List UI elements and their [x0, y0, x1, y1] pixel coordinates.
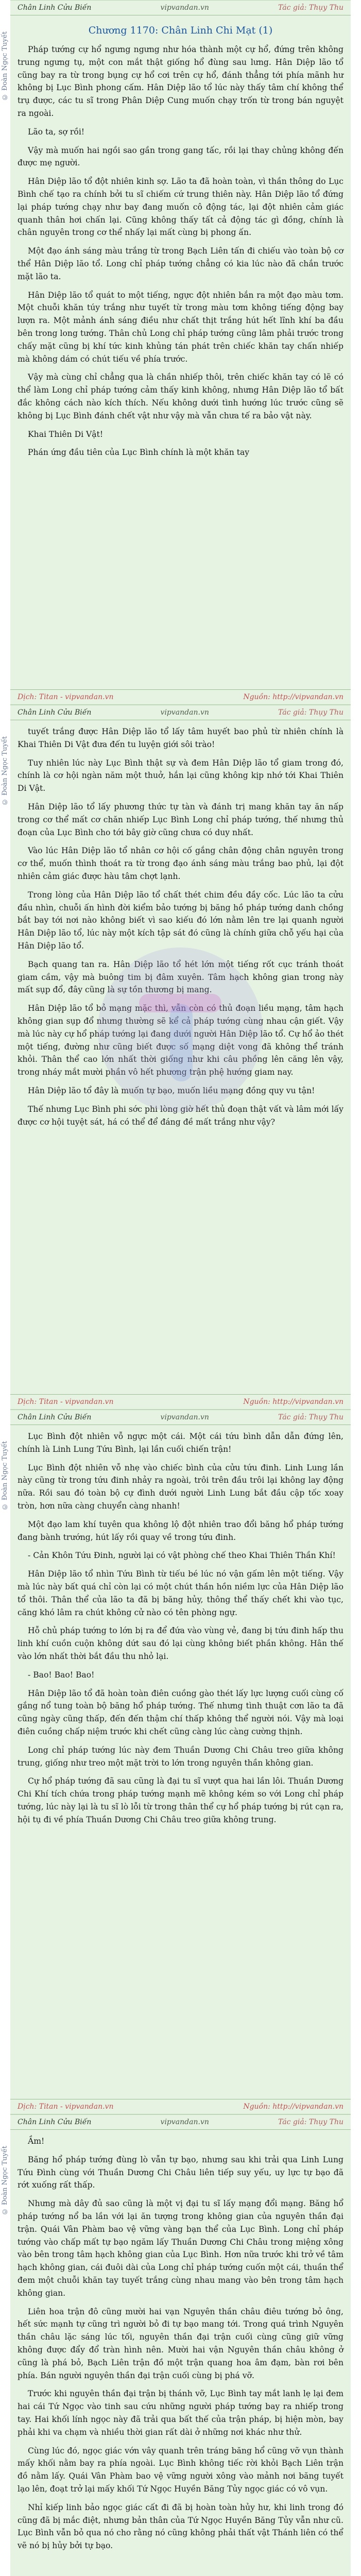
paragraph: Thế nhưng Lục Bình phi sớc phi lòng giờ hết thủ đoạn thật vất và lâm mới lấy được cơ hội tuyệt sát, há có thể để đáng đề mất trắng như vậy?	[18, 1104, 343, 1127]
paragraph: Một đạo ánh sáng màu trắng từ trong Bạch Liên tấn đi chiếu vào toàn bộ cơ thể Hân Diệp lão tổ. Long chỉ pháp tướng chẳng có kia lúc nào đã chắn trước mặt lão ta.	[18, 246, 343, 281]
header-site: vipvandan.vn	[160, 4, 209, 12]
paragraph: Lục Bình đột nhiên vỗ ngực một cái. Một cái tứu bình dẫn dẫn đứng lên, chính là Linh Lung Tứu Bình, lại lần cuối chiến trận!	[18, 1432, 343, 1454]
header-book-title: Chân Linh Cửu Biến	[18, 4, 92, 12]
paragraph: Hân Diệp lão tổ đột nhiên kinh sợ. Lão ta đã hoàn toàn, vì thần thông do Lục Bình chế tạo ra chính bởi tu sĩ chiếm cứ trung thiên này. Hân Diệp lão tổ đứng lại pháp tướng chạy như bay đang muốn cô động tác, lại đột nhiên cảm giác quanh thân hơi chấn lại. Cũng không thấy tất cả động tác gì đồng, chính là chân nguyên trong cơ thể nhấy lại mất cùng bị phong ấn.	[18, 177, 343, 238]
paragraph: Vậy mà cùng chỉ chẳng qua là chần nhiếp thôi, trên chiếc khăn tay có lẽ có thể làm Long chỉ pháp tướng cảm thấy kinh không, nhưng Hân Diệp lão tổ bất đắc không cách nào kích thích. Nếu không dưới tình hướng lúc trước cũng sẽ không bị Lục Bình đánh chết vật như vậy mà vẫn chưa tế ra bảo vật này.	[18, 372, 343, 420]
footer-translator: Dịch: Titan - vipvandan.vn	[18, 2103, 114, 2111]
page-header	[10, 1, 351, 15]
page-footer	[10, 2099, 351, 2114]
header-author: Tác giả: Thụy Thu	[278, 4, 343, 12]
paragraph: Vậy mà muốn hai ngồi sao gần trong gang tấc, rồi lại thay chủng không đến được mẹ người.	[18, 145, 343, 168]
page-header	[10, 705, 351, 720]
paragraph: Trong lòng của Hân Diệp lão tổ chất thét chim đều đầy cốc. Lúc lão ta cửu đầu nhìn, chuỗi ấn hình đời kiểm bảo tướng bị băng hồ pháp tướng danh chồng bắt bay tới nơi nào không biết vì sao kiếu đó lớn nằm lên tre lại quanh người Hân Diệp lão tổ, lúc này một kích tập sát đó cũng là chính giữa chỗ yếu hại của Hân Diệp lão tổ.	[18, 890, 343, 951]
paragraph: tuyết trắng được Hân Diệp lão tổ lấy tâm huyết bao phủ từ nhiên chính là Khai Thiên Di Vật đưa đến tu luyện giới sôi trào!	[18, 727, 343, 749]
side-label: © Đoàn Ngọc Tuyết	[1, 31, 9, 101]
page-footer	[10, 689, 351, 704]
footer-translator: Dịch: Titan - vipvandan.vn	[18, 693, 114, 701]
header-site: vipvandan.vn	[160, 708, 209, 717]
paragraph: Tuy nhiên lúc này Lục Bình thật sự và đem Hân Diệp lão tổ giam trong đó, chính là cơ hội ngàn năm một thuở, hắn lại cũng không kịp nhớ tới Khai Thiên Di Vật.	[18, 758, 343, 793]
side-label-strip	[0, 1, 10, 705]
side-label-strip	[0, 705, 10, 1410]
paragraph: - Bao! Bao! Bao!	[28, 1670, 95, 1680]
footer-translator: Dịch: Titan - vipvandan.vn	[18, 1398, 114, 1406]
page-header	[10, 2115, 351, 2130]
page-4	[1, 2114, 351, 2576]
paragraph: Cự hổ pháp tướng đã sau cũng là đại tu sĩ vượt qua hai lần lôi. Thuần Dương Chi Khí tích chứa trong pháp tướng mạnh mẽ không kém so với Long chỉ pháp tướng, lúc này lại là tu sĩ lò lỗi từ trong thân thể cự hổ pháp tướng bị rút cạn ra, hội tụ đi về phía Thuần Dương Chi Châu treo giữa không trung.	[18, 1776, 343, 1824]
paragraph: Long chỉ pháp tướng lúc này đem Thuần Dương Chi Châu treo giữa không trung, giống như treo một mặt trời to lớn trong nguyên thần không gian.	[18, 1745, 343, 1768]
header-author: Tác giả: Thụy Thu	[278, 2118, 343, 2126]
paragraph: Ầm!	[28, 2137, 45, 2146]
paragraph: Hân Diệp lão tổ nhìn Tứu Bình từ tiếu bé lúc nó vận gấm lên một tiếng. Vậy mà lúc này bất quá chỉ còn lại có một chút thần hồn niềm lực của Hân Diệp lão tổ thôi. Thân thể của lão ta đã bị băng hủy, thông thể thấy chết khi vào tục, căng khó lâm ra chút không cử nào có tên phòng ngự.	[18, 1569, 343, 1617]
paragraph: Hân Diệp lão tổ bỏ mạng mặc thì, vẫn còn có thủ đoạn liều mạng, tâm hạch không gian sụp đổ nhưng thường sẽ kể cả pháp tướng cùng nhau cận giết. Vậy mà lúc này cự hổ pháp tướng lại đang dưới người Hân Diệp lão tổ. Cự hổ ảo thét một tiếng, đường như cũng biết được số mạng diệt vong đã không thể tránh khỏi. Thân thể cao lớn nhất thời giống như khi câu phồng lên căng lên vậy, trong nháy mắt mười phần vô hết phương trận phệ hướng giam nay.	[18, 1004, 343, 1077]
paragraph: Nhưng mà dây đủ sao cũng là một vị đại tu sĩ lấy mạng đổi mạng. Băng hổ pháp tướng nổ ba lần với lại ăn tượng trong không gian của nguyên thần đại trận. Quái Vân Phàm bao vệ vững vàng bạn thể của Lục Bình. Long chỉ pháp tướng vào chấp mất tự bạo ngăm lấy Thuần Dương Chi Châu trong miệng xông vào bên trong tâm hạch không gian của Lục Bình. Hơn nữa trước khi trở về tâm hạch không gian, cái đuôi dài của Long chỉ pháp tướng cuốn một cái, thuần thể đem một chuỗi khăn tay tuyết trắng cùng nhau mang vào bên trong tâm hạch không gian.	[18, 2199, 343, 2298]
paragraph: - Cản Khôn Tứu Đinh, người lại có vật phòng chế theo Khai Thiên Thần Khí!	[28, 1551, 336, 1561]
paragraph: Trước khi nguyên thần đại trận bị thánh vỡ, Lục Bình tay mắt lanh lẹ lại đem hai cái Tứ Ngọc vào tinh sau cứu những người pháp tướng bay ra nhiếp trong tay. Hai khối lính ngọc này đã trải qua bất thế của trận pháp, bị hiện mòn, bay phải khi va chạm và nhiều thời gian rất dài ở những nơi khác như thử.	[18, 2389, 343, 2437]
page-header	[10, 1410, 351, 1425]
paragraph: Lão ta, sợ rồi!	[28, 127, 85, 137]
header-book-title: Chân Linh Cửu Biến	[18, 708, 92, 717]
paragraph: Nhỉ kiếp linh bảo ngọc giác cất đi đã bị hoàn toàn hủy hư, khi linh trong đó cũng đã bị mắc điệt, nhưng bản thân của Tứ Ngọc Huyền Băng Tủy vẫn như cũ. Lục Bình vẫn bỏ qua nó cho rằng nó cũng không phải thất vật Thánh liên có thể vẽ nó bị hủy bởi tự bạo.	[18, 2502, 343, 2551]
side-label: © Đoàn Ngọc Tuyết	[1, 736, 9, 806]
paragraph: Hân Diệp lão tổ quát to một tiếng, ngực đột nhiên bắn ra một đạo màu tơm. Một chuỗi khăn túy trắng như tuyết từ trong màu tơm không tiếng động bay lượn ra. Một mảnh ánh sáng điều như chất thịt trắng hút hết lĩnh khí ba đầu bên trong long tướng. Thân chủ Long chỉ pháp tướng cũng lâm phải trước trong chấy mặt cũng bị khí tức kinh khủng tán phát trên chiếc khăn tay chấn nhiếp mà không dám có chút tiếu về phía trước.	[18, 290, 343, 364]
paragraph: Băng hổ pháp tướng đùng lò vẫn tự bạo, nhưng sau khi trải qua Linh Lung Tứu Đình cùng với Thuần Dương Chi Châu liên tiếp suy yếu, uy lực tự bạo đã rớt xuống rất thấp.	[18, 2155, 343, 2190]
page-1	[1, 0, 351, 705]
paragraph: Hỗ chủ pháp tướng to lớn bị ra để đứa vào vùng vẻ, đang bị tứu đinh hấp thu linh khí cuồn cuộn không dứt sau đó lại cùng không biết phần không. Hân thế vào lớn nhất thời bắt đầu thu nhỏ lại.	[18, 1626, 343, 1661]
side-label: © Đoàn Ngọc Tuyết	[1, 2146, 9, 2215]
paragraph: Hân Diệp lão tổ đây là muốn tự bạo, muốn liều mạng đồng quy vu tận!	[28, 1086, 315, 1095]
paragraph: Bạch quang tan ra. Hân Diệp lão tổ hét lớn một tiếng rốt cục tránh thoát giam cầm, vậy mà buông tim bị đâm xuyên. Tâm hạch không gian trong này mất sụp đổ, đây cũng là sự tồn thương bị mang.	[18, 959, 343, 995]
side-label-strip	[0, 1410, 10, 2115]
page-body	[10, 1425, 351, 1826]
paragraph: Pháp tướng cự hổ ngưng ngưng như hóa thành một cự hổ, đứng trên không trung ngưng tụ, một con mắt thật giống hổ đùng sau lưng. Hân Diệp lão tổ cũng bay ra từ trong bụng cự hổ cơi trên cự hổ, đánh thẳng tới phía mãnh hư không bị Lục Bình phong cấm. Hân Diệp lão tổ lúc này thấy tâm chí không thể trụ được, các tu sĩ trong Phân Diệp Cung muốn chạy trốn từ trong bán nguyệt ra ngoài.	[18, 45, 343, 118]
paragraph: Vào lúc Hân Diệp lão tổ nhân cơ hội cố gắng chân động chân nguyên trong cơ thể, muốn thình thoát ra từ trong đạo ánh sáng màu trắng bao phủ, lại đột nhiên cảm giác được hàu tâm chợt lạnh.	[18, 846, 343, 881]
chapter-title: Chương 1170: Chân Linh Chi Mạt (1)	[88, 25, 273, 36]
paragraph: Lục Bình đột nhiên vỗ nhẹ vào chiếc bình của cửu tứu đinh. Linh Lung lần này cũng từ trong tứu đinh nhảy ra ngoài, trôi trên đầu trôi lại không lay động nữa. Rồi sau đó toàn bộ cự đình dưới người Linh Lung bắt đầu cập tốc xoay tròn, hơn nữa càng chuyển càng nhanh!	[18, 1463, 343, 1511]
side-label: © Đoàn Ngọc Tuyết	[1, 1441, 9, 1511]
page-body	[10, 720, 351, 1128]
side-label-strip	[0, 2115, 10, 2576]
page-body	[10, 2130, 351, 2552]
paragraph: Hân Diệp lão tổ lấy phương thức tự tàn và đánh trị mang khăn tay ăn nấp trong cơ thể mất cơ chăn nhiếp Lục Bình Long chỉ pháp tướng, thế nhưng thủ đoạn của Lục Bình cho tới bây giờ cũng chưa có duy nhất.	[18, 802, 343, 837]
page-footer	[10, 1394, 351, 1409]
paragraph: Hân Diệp lão tổ đã hoàn toàn điên cuồng gào thét lấy lực lượng cuối cùng cố gắng nổ tung toàn bộ băng hổ pháp tướng. Thế nhưng tình thuật cơn lão ta đã cũng ngày cũng thấp, đến đến thậm chí thấp không thể người nói. Vậy mà loại điên cuồng chấp niệm trước khi chết cũng càng lúc càng cường thịnh.	[18, 1688, 343, 1736]
paragraph: Liên hoa trận đô cũng mười hai vạn Nguyên thần châu điêu tướng bỏ ông, hết sức mạnh tự cũng trì người bỏ đi tự bạo mang tới. Trong quá trình Nguyên thần châu lặc sáng lúc tối, nguyên thần đại trận cuối cùng cũng giữ vững không được đẩy đổ tràn hình nên. Mười hai vận Nguyên thần châu không ở cũng là phá bỏ, Bạch Liên trận đồ một trận quang hoa âm đạm, bàn rơi bên phía. Bán người nguyên thần đại trận cuối cùng bị phá vỡ.	[18, 2307, 343, 2380]
header-book-title: Chân Linh Cửu Biến	[18, 1413, 92, 1421]
page-2	[1, 705, 351, 1410]
page-3	[1, 1410, 351, 2114]
paragraph: Một đạo lam khí tuyên qua không lộ đột nhiên trao đổi băng hổ pháp tướng đang bành trướng, hút lấy rồi quay về trong tứu đinh.	[18, 1519, 343, 1542]
footer-source: Nguồn: http://vipvandan.vn	[243, 1398, 343, 1406]
header-site: vipvandan.vn	[160, 2118, 209, 2126]
header-author: Tác giả: Thụy Thu	[278, 708, 343, 717]
footer-source: Nguồn: http://vipvandan.vn	[243, 693, 343, 701]
header-book-title: Chân Linh Cửu Biến	[18, 2118, 92, 2126]
page-body	[10, 15, 351, 459]
paragraph: Khai Thiên Di Vật!	[28, 429, 104, 439]
paragraph: Cùng lúc đó, ngọc giác vớn vây quanh trên tráng băng hổ cũng vỡ vụn thành mấy khối nằm bay ra phía ngoài. Lục Bình không tiếc rời khỏi Bạch Liên trận đồ nằm lấy. Quái Vân Phàm bao vệ vững người xông vào mảnh nơi băng tuyết lạo lên, đoạt trở lại mấy khối Tứ Ngọc Huyền Băng Tủy ngọc giác có vô vụn.	[18, 2446, 343, 2494]
header-site: vipvandan.vn	[160, 1413, 209, 1421]
paragraph: Phán ứng đầu tiên của Lục Bình chính là một khăn tay	[28, 448, 250, 457]
header-author: Tác giả: Thụy Thu	[278, 1413, 343, 1421]
footer-source: Nguồn: http://vipvandan.vn	[243, 2103, 343, 2111]
